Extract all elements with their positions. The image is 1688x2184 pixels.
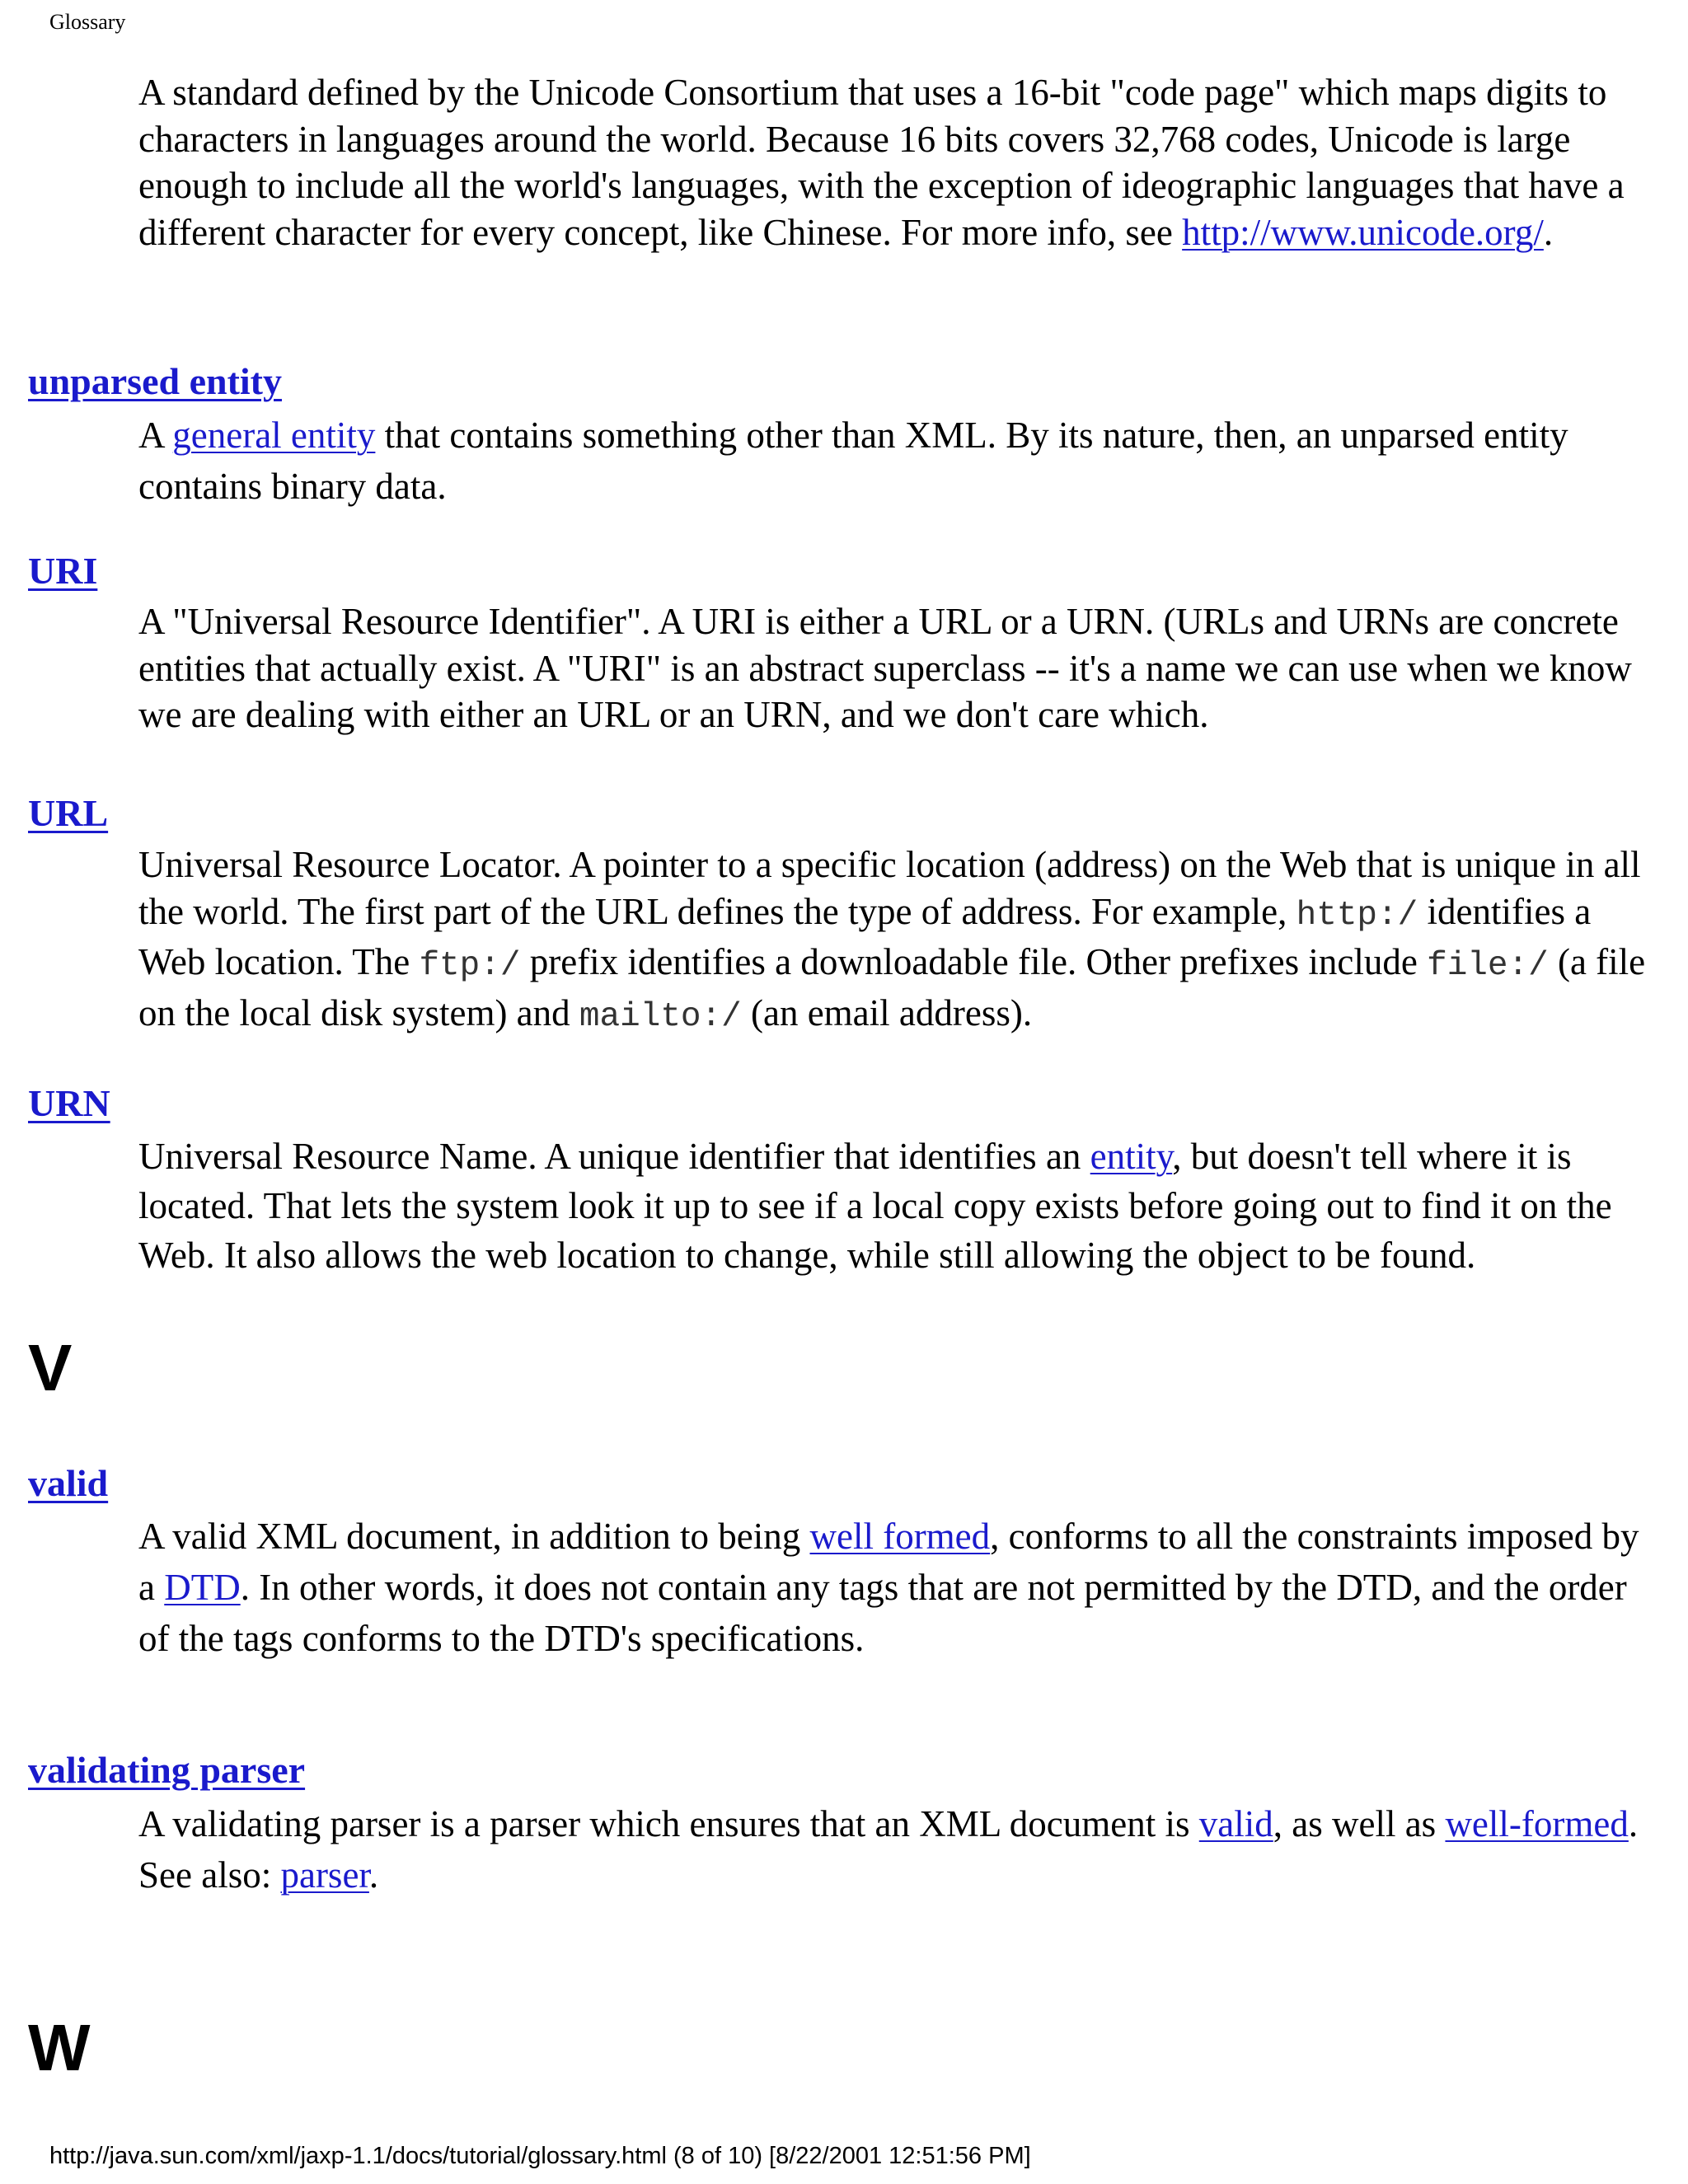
url-text-3: prefix identifies a downloadable file. Other prefixes include <box>520 941 1428 982</box>
term-valid[interactable]: valid <box>28 1462 109 1504</box>
entity-link[interactable]: entity <box>1090 1136 1173 1177</box>
url-code-mailto: mailto:/ <box>579 997 742 1036</box>
unparsed-entity-text-1: A <box>138 415 173 456</box>
validating-parser-text-1: A validating parser is a parser which ensures that an XML document is <box>138 1803 1199 1844</box>
url-text-2: identifies a Web location. The <box>138 890 1592 982</box>
unparsed-entity-definition <box>138 410 1663 512</box>
validating-parser-text-2: , as well as <box>1273 1803 1446 1844</box>
urn-text-2: , but doesn't tell where it is located. That lets the system look it up to see if a local copy exists before going out to find it on the Web. It also allows the web location to change, while still allowing the object to be found. <box>138 1136 1612 1276</box>
dtd-link[interactable]: DTD <box>164 1567 241 1608</box>
unicode-definition <box>138 69 1663 255</box>
uri-definition <box>138 598 1663 738</box>
valid-definition <box>138 1511 1663 1664</box>
url-definition <box>138 841 1663 1040</box>
url-code-file: file:/ <box>1427 947 1549 985</box>
valid-link[interactable]: valid <box>1198 1803 1273 1844</box>
parser-link[interactable]: parser <box>280 1854 369 1896</box>
section-letter-v: V <box>28 1331 73 1404</box>
url-text-1: Universal Resource Locator. A pointer to a specific location (address) on the Web that is unique in all the world. The first part of the URL defines the type of address. For example, <box>138 844 1641 932</box>
unparsed-entity-text-2: that contains something other than XML. By its nature, then, an unparsed entity contains binary data. <box>138 415 1568 507</box>
well-formed-link[interactable]: well formed <box>809 1516 991 1557</box>
validating-parser-text-3: . <box>1628 1803 1639 1844</box>
valid-text-1: A valid XML document, in addition to being <box>138 1516 810 1557</box>
well-formed-link-2[interactable]: well-formed <box>1445 1803 1629 1844</box>
term-url[interactable]: URL <box>28 792 109 834</box>
urn-text-1: Universal Resource Name. A unique identifier that identifies an <box>138 1136 1090 1177</box>
valid-text-2: , conforms to all the constraints imposed by a <box>138 1516 1639 1608</box>
valid-text-3: . In other words, it does not contain any tags that are not permitted by the DTD, and the order of the tags conforms to the DTD's specifications. <box>138 1567 1627 1659</box>
validating-parser-definition <box>138 1798 1663 1900</box>
term-urn[interactable]: URN <box>28 1082 110 1124</box>
term-validating-parser[interactable]: validating parser <box>28 1749 306 1791</box>
unicode-text: A standard defined by the Unicode Consortium that uses a 16-bit "code page" which maps digits to characters in languages around the world. Because 16 bits covers 32,768 codes, Unicode is large enough to include all the world's languages, with the exception of ideographic languages that have a different character for every concept, like Chinese. For more info, see <box>138 72 1625 253</box>
see-also-tail: . <box>368 1854 379 1896</box>
url-code-http: http:/ <box>1296 896 1418 935</box>
url-text-4: (a file on the local disk system) and <box>138 941 1646 1033</box>
term-uri[interactable]: URI <box>28 550 98 592</box>
url-text-5: (an email address). <box>741 991 1033 1033</box>
unicode-tail: . <box>1543 211 1554 253</box>
term-unparsed-entity[interactable]: unparsed entity <box>28 360 282 402</box>
page-footer-url: http://java.sun.com/xml/jaxp-1.1/docs/tutorial/glossary.html (8 of 10) [8/22/2001 12:51:56 PM] <box>49 2143 1031 2169</box>
page-header-title: Glossary <box>49 10 126 34</box>
see-also-label: See also: <box>138 1854 281 1896</box>
urn-definition <box>138 1132 1663 1280</box>
general-entity-link[interactable]: general entity <box>172 415 376 456</box>
url-code-ftp: ftp:/ <box>419 947 521 985</box>
unicode-link[interactable]: http://www.unicode.org/ <box>1182 211 1544 253</box>
uri-text: A "Universal Resource Identifier". A URI is either a URL or a URN. (URLs and URNs are concrete entities that actually exist. A "URI" is an abstract superclass -- it's a name we can use when we know we are dealing with either an URL or an URN, and we don't care which. <box>138 601 1632 735</box>
section-letter-w: W <box>28 2011 91 2084</box>
